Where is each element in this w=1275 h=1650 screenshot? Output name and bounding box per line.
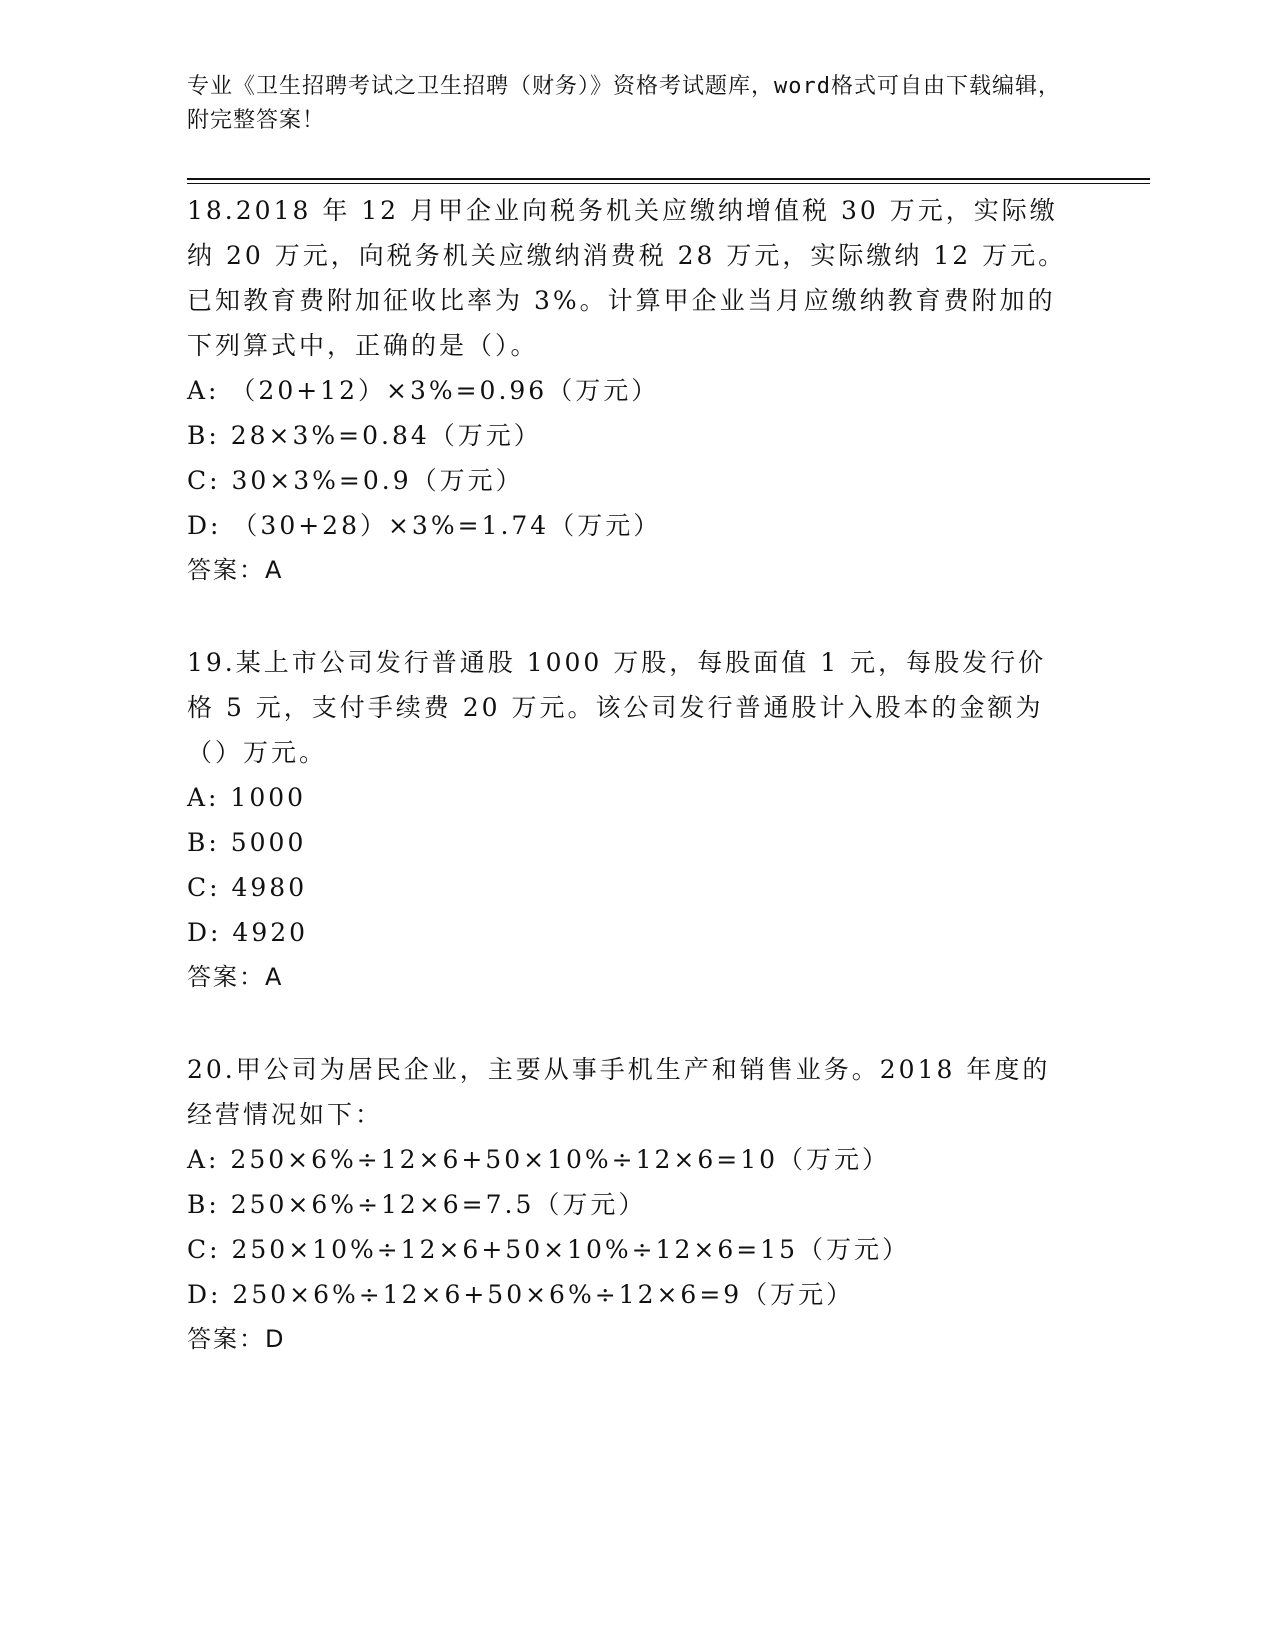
question-18	[187, 188, 1067, 593]
option-b: B: 250×6%÷12×6=7.5（万元）	[187, 1190, 647, 1219]
option-list	[187, 775, 1067, 955]
option-a: A: 1000	[187, 783, 307, 812]
option-d: D: （30+28）×3%=1.74（万元）	[187, 511, 662, 540]
question-stem: 19.某上市公司发行普通股 1000 万股，每股面值 1 元，每股发行价格 5 元，支付手续费 20 万元。该公司发行普通股计入股本的金额为（）万元。	[187, 648, 1047, 767]
option-b: B: 5000	[187, 828, 307, 857]
question-stem: 20.甲公司为居民企业，主要从事手机生产和销售业务。2018 年度的经营情况如下：	[187, 1055, 1051, 1129]
option-list	[187, 368, 1067, 548]
option-d: D: 250×6%÷12×6+50×6%÷12×6=9（万元）	[187, 1280, 855, 1309]
document-page	[187, 70, 1147, 1362]
option-b: B: 28×3%=0.84（万元）	[187, 421, 542, 450]
option-c: C: 30×3%=0.9（万元）	[187, 466, 524, 495]
header-divider	[187, 178, 1150, 184]
option-c: C: 250×10%÷12×6+50×10%÷12×6=15（万元）	[187, 1235, 910, 1264]
document-intro: 专业《卫生招聘考试之卫生招聘（财务）》资格考试题库，word格式可自由下载编辑，附完整答案！	[187, 74, 1061, 133]
answer-line: 答案：A	[187, 963, 284, 991]
option-d: D: 4920	[187, 918, 309, 947]
answer-line: 答案：A	[187, 556, 284, 584]
answer-line: 答案：D	[187, 1325, 286, 1353]
option-list	[187, 1137, 1067, 1317]
divider-line-thin	[187, 183, 1150, 184]
option-c: C: 4980	[187, 873, 308, 902]
question-19	[187, 640, 1067, 1000]
divider-line-thick	[187, 178, 1150, 180]
question-20	[187, 1047, 1067, 1362]
option-a: A: 250×6%÷12×6+50×10%÷12×6=10（万元）	[187, 1145, 891, 1174]
option-a: A: （20+12）×3%=0.96（万元）	[187, 376, 660, 405]
question-stem: 18.2018 年 12 月甲企业向税务机关应缴纳增值税 30 万元，实际缴纳 20 万元，向税务机关应缴纳消费税 28 万元，实际缴纳 12 万元。已知教育费附加征收比率为 3%。计算甲企业当月应缴纳教育费附加的下列算式中，正确的是（）。	[187, 196, 1067, 360]
